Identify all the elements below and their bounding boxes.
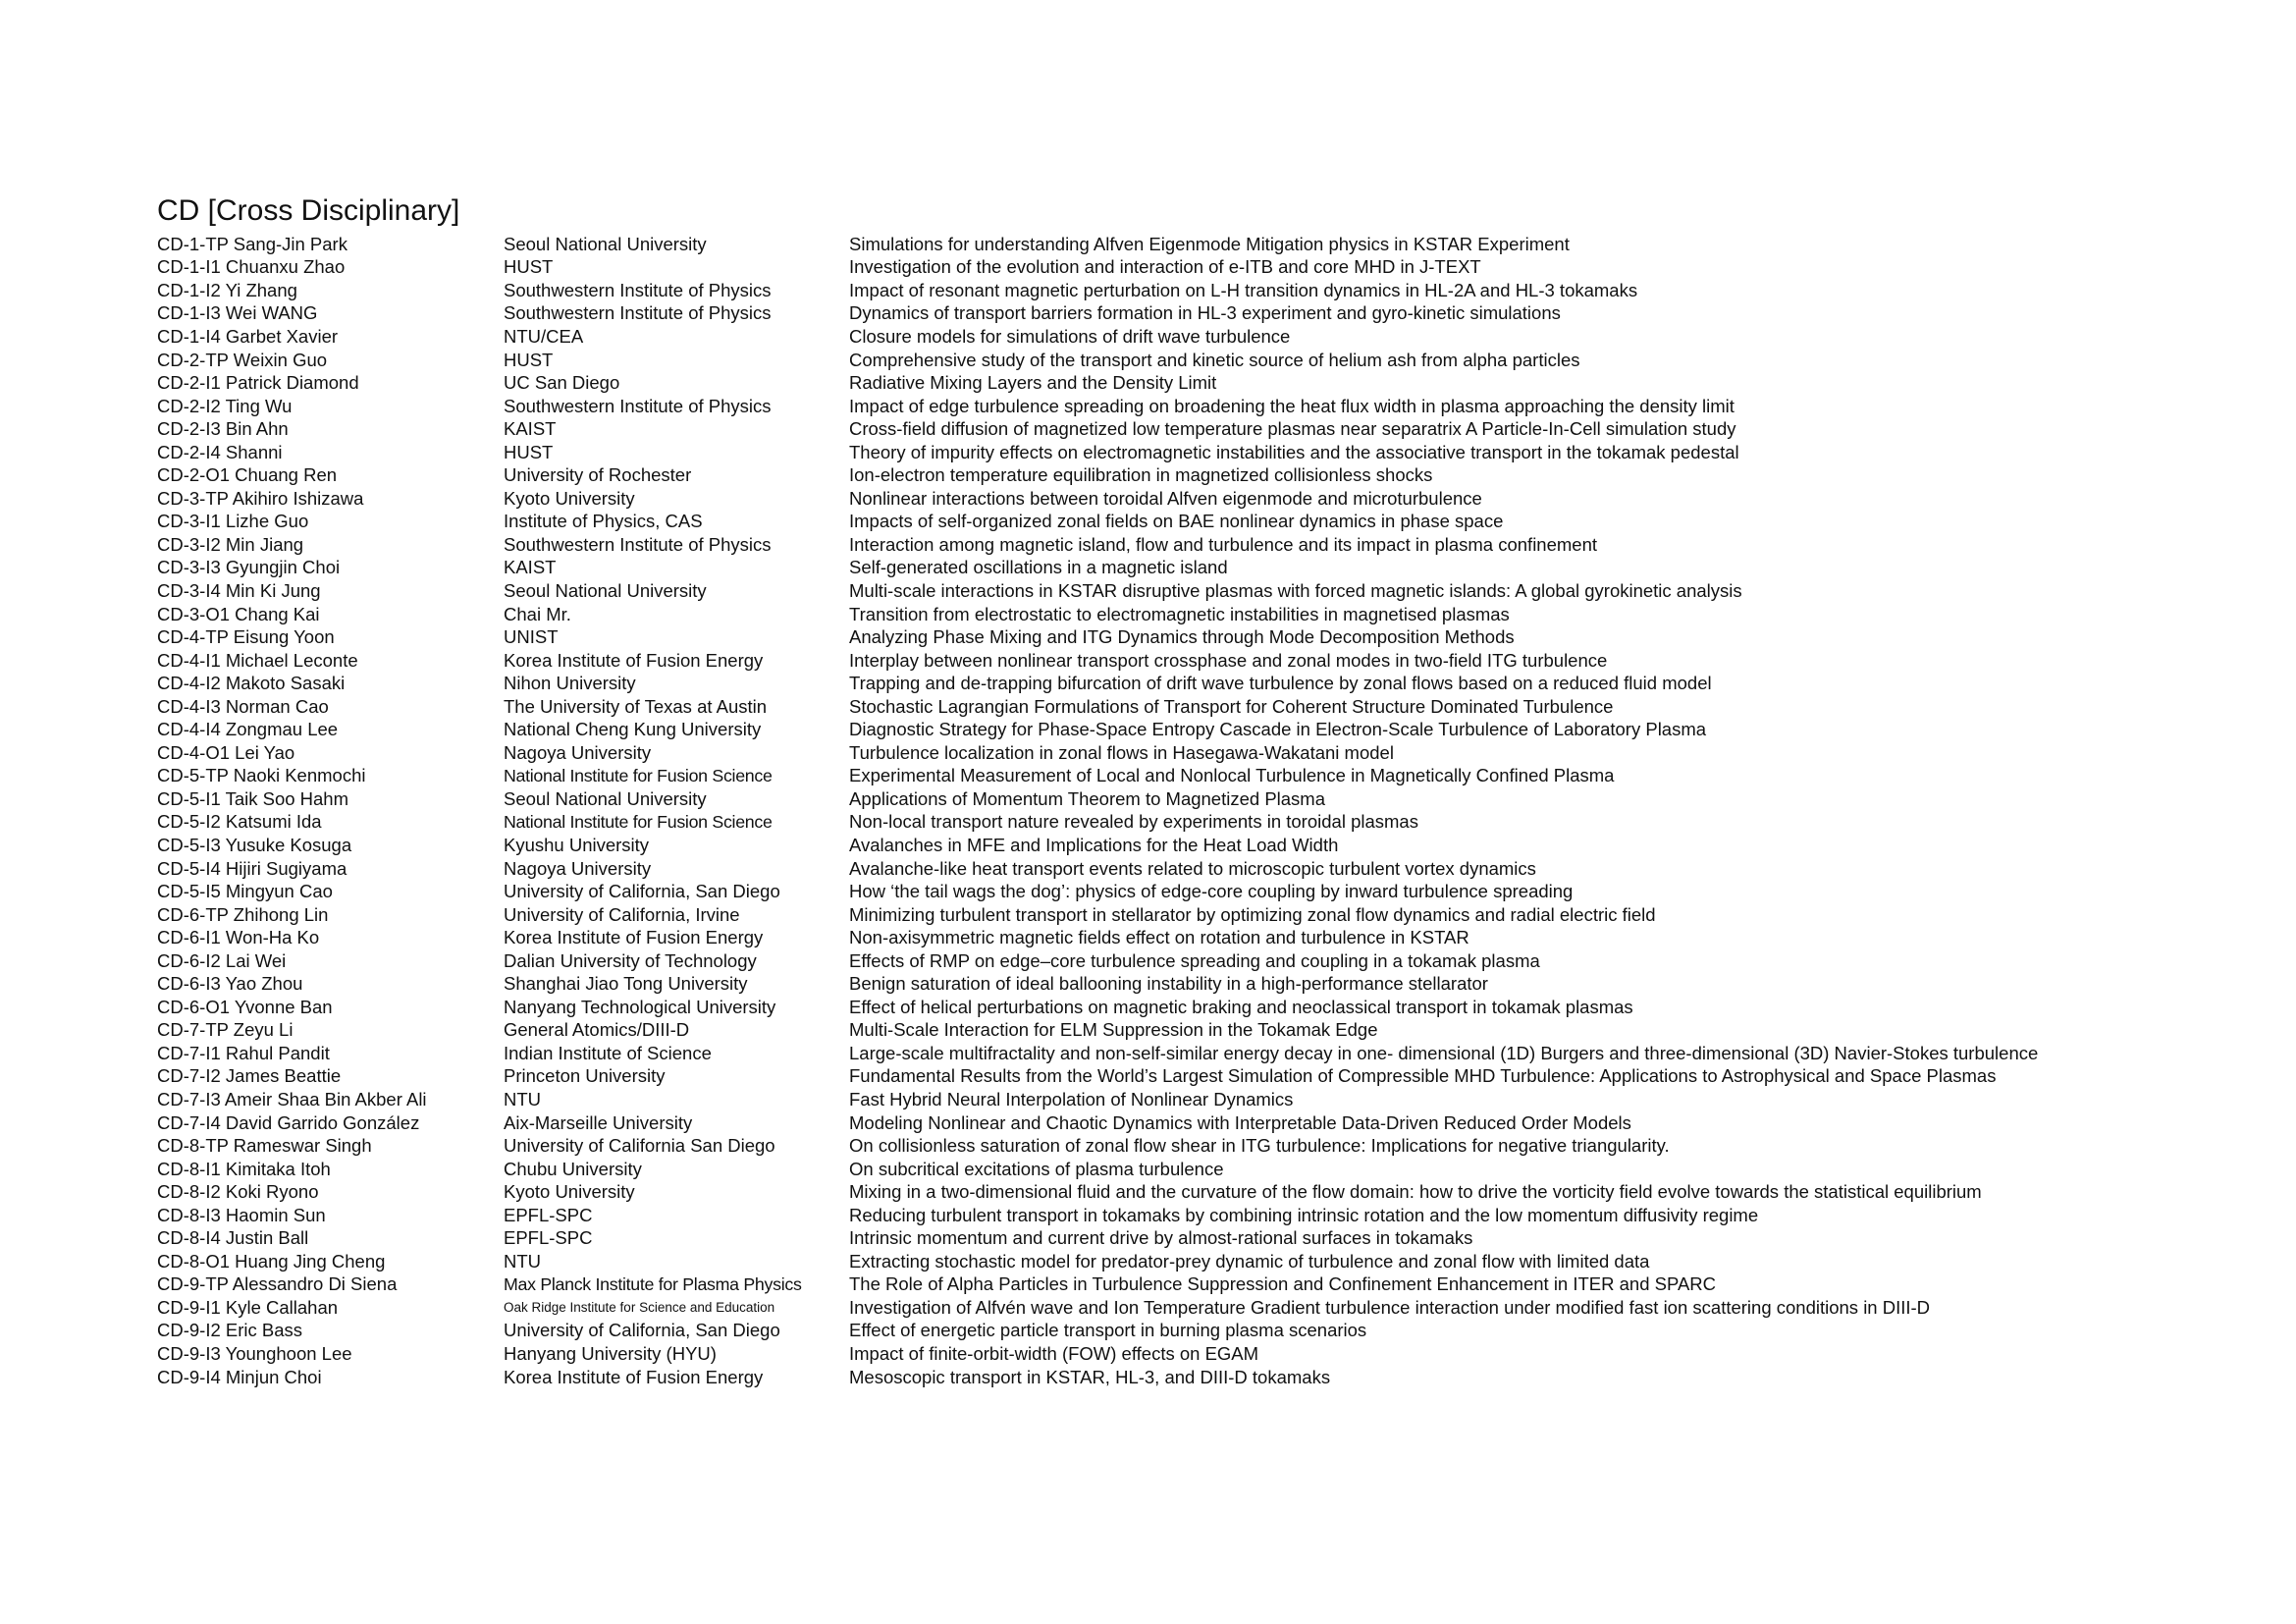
talk-title: Effect of energetic particle transport in burning plasma scenarios bbox=[849, 1320, 1367, 1341]
talk-list bbox=[157, 233, 2140, 1388]
talk-affiliation: Max Planck Institute for Plasma Physics bbox=[504, 1273, 802, 1294]
talk-affiliation: Dalian University of Technology bbox=[504, 949, 757, 971]
talk-row bbox=[157, 417, 2140, 441]
talk-row bbox=[157, 302, 2140, 326]
talk-id-speaker: CD-9-I3 Younghoon Lee bbox=[157, 1343, 352, 1365]
talk-title: Ion-electron temperature equilibration in magnetized collisionless shocks bbox=[849, 464, 1433, 486]
talk-title: Investigation of Alfvén wave and Ion Temperature Gradient turbulence interaction under modified fast ion scattering conditions in DIII-D bbox=[849, 1296, 1931, 1318]
talk-affiliation: Oak Ridge Institute for Science and Education bbox=[504, 1300, 775, 1316]
talk-title: How ‘the tail wags the dog’: physics of edge-core coupling by inward turbulence spreading bbox=[849, 881, 1574, 902]
talk-row bbox=[157, 741, 2140, 765]
talk-row bbox=[157, 1204, 2140, 1227]
talk-affiliation: Institute of Physics, CAS bbox=[504, 511, 703, 532]
talk-id-speaker: CD-8-I4 Justin Ball bbox=[157, 1227, 309, 1249]
talk-title: Reducing turbulent transport in tokamaks by combining intrinsic rotation and the low momentum diffusivity regime bbox=[849, 1204, 1759, 1225]
talk-title: Self-generated oscillations in a magnetic island bbox=[849, 557, 1228, 578]
talk-affiliation: National Institute for Fusion Science bbox=[504, 811, 773, 832]
talk-affiliation: KAIST bbox=[504, 557, 557, 578]
talk-title: Fundamental Results from the World’s Largest Simulation of Compressible MHD Turbulence: Applications to Astrophysical and Space Plasmas bbox=[849, 1065, 1997, 1087]
talk-id-speaker: CD-4-I3 Norman Cao bbox=[157, 695, 329, 717]
talk-row bbox=[157, 533, 2140, 557]
talk-title: Simulations for understanding Alfven Eigenmode Mitigation physics in KSTAR Experiment bbox=[849, 233, 1570, 254]
talk-row bbox=[157, 557, 2140, 580]
talk-id-speaker: CD-5-I5 Mingyun Cao bbox=[157, 881, 333, 902]
talk-row bbox=[157, 1296, 2140, 1320]
talk-id-speaker: CD-3-I1 Lizhe Guo bbox=[157, 511, 309, 532]
talk-row bbox=[157, 1134, 2140, 1158]
talk-title: Multi-scale interactions in KSTAR disruptive plasmas with forced magnetic islands: A global gyrokinetic analysis bbox=[849, 579, 1742, 601]
talk-affiliation: Kyoto University bbox=[504, 1181, 635, 1203]
talk-title: Diagnostic Strategy for Phase-Space Entropy Cascade in Electron-Scale Turbulence of Laboratory Plasma bbox=[849, 719, 1707, 740]
talk-row bbox=[157, 1273, 2140, 1297]
talk-title: Non-axisymmetric magnetic fields effect on rotation and turbulence in KSTAR bbox=[849, 927, 1469, 948]
talk-id-speaker: CD-2-I3 Bin Ahn bbox=[157, 418, 289, 440]
talk-id-speaker: CD-8-TP Rameswar Singh bbox=[157, 1135, 372, 1157]
talk-id-speaker: CD-4-I1 Michael Leconte bbox=[157, 649, 358, 671]
talk-row bbox=[157, 903, 2140, 927]
talk-id-speaker: CD-6-TP Zhihong Lin bbox=[157, 903, 329, 925]
talk-row bbox=[157, 1042, 2140, 1065]
talk-title: Effects of RMP on edge–core turbulence spreading and coupling in a tokamak plasma bbox=[849, 949, 1540, 971]
talk-title: Transition from electrostatic to electromagnetic instabilities in magnetised plasmas bbox=[849, 603, 1510, 624]
talk-id-speaker: CD-7-I3 Ameir Shaa Bin Akber Ali bbox=[157, 1089, 427, 1110]
talk-id-speaker: CD-7-TP Zeyu Li bbox=[157, 1019, 294, 1041]
talk-row bbox=[157, 463, 2140, 487]
talk-title: Impact of edge turbulence spreading on broadening the heat flux width in plasma approaching the density limit bbox=[849, 395, 1735, 416]
talk-affiliation: Korea Institute of Fusion Energy bbox=[504, 1366, 764, 1387]
talk-id-speaker: CD-2-O1 Chuang Ren bbox=[157, 464, 338, 486]
talk-id-speaker: CD-9-I4 Minjun Choi bbox=[157, 1366, 322, 1387]
talk-row bbox=[157, 949, 2140, 973]
talk-row bbox=[157, 1366, 2140, 1389]
talk-affiliation: Seoul National University bbox=[504, 233, 707, 254]
talk-id-speaker: CD-4-O1 Lei Yao bbox=[157, 741, 295, 763]
talk-affiliation: HUST bbox=[504, 256, 554, 278]
talk-title: Non-local transport nature revealed by experiments in toroidal plasmas bbox=[849, 811, 1418, 833]
talk-affiliation: Hanyang University (HYU) bbox=[504, 1343, 717, 1365]
talk-id-speaker: CD-1-I2 Yi Zhang bbox=[157, 279, 297, 300]
talk-id-speaker: CD-2-I2 Ting Wu bbox=[157, 395, 293, 416]
talk-affiliation: University of California San Diego bbox=[504, 1135, 775, 1157]
talk-row bbox=[157, 487, 2140, 511]
talk-row bbox=[157, 880, 2140, 903]
talk-row bbox=[157, 371, 2140, 395]
talk-id-speaker: CD-1-TP Sang-Jin Park bbox=[157, 233, 347, 254]
talk-affiliation: Shanghai Jiao Tong University bbox=[504, 973, 748, 995]
talk-title: Comprehensive study of the transport and kinetic source of helium ash from alpha particles bbox=[849, 349, 1580, 370]
talk-id-speaker: CD-4-I4 Zongmau Lee bbox=[157, 719, 339, 740]
talk-title: Theory of impurity effects on electromagnetic instabilities and the associative transport in the tokamak pedestal bbox=[849, 441, 1739, 462]
talk-affiliation: University of California, Irvine bbox=[504, 903, 740, 925]
talk-title: Applications of Momentum Theorem to Magnetized Plasma bbox=[849, 787, 1326, 809]
talk-id-speaker: CD-9-I2 Eric Bass bbox=[157, 1320, 303, 1341]
talk-affiliation: Kyushu University bbox=[504, 834, 650, 855]
talk-title: Investigation of the evolution and interaction of e-ITB and core MHD in J-TEXT bbox=[849, 256, 1481, 278]
talk-title: Modeling Nonlinear and Chaotic Dynamics with Interpretable Data-Driven Reduced Order Models bbox=[849, 1111, 1631, 1133]
talk-title: Impact of finite-orbit-width (FOW) effects on EGAM bbox=[849, 1343, 1259, 1365]
talk-title: Effect of helical perturbations on magnetic braking and neoclassical transport in tokamak plasmas bbox=[849, 996, 1633, 1017]
talk-affiliation: Korea Institute of Fusion Energy bbox=[504, 649, 764, 671]
talk-title: Impact of resonant magnetic perturbation on L-H transition dynamics in HL-2A and HL-3 tokamaks bbox=[849, 279, 1638, 300]
talk-id-speaker: CD-6-I3 Yao Zhou bbox=[157, 973, 303, 995]
talk-row bbox=[157, 718, 2140, 741]
talk-id-speaker: CD-8-I3 Haomin Sun bbox=[157, 1204, 326, 1225]
talk-title: Extracting stochastic model for predator-prey dynamic of turbulence and zonal flow with limited data bbox=[849, 1250, 1650, 1272]
talk-affiliation: Princeton University bbox=[504, 1065, 666, 1087]
talk-affiliation: Southwestern Institute of Physics bbox=[504, 395, 772, 416]
talk-affiliation: EPFL-SPC bbox=[504, 1204, 593, 1225]
talk-affiliation: General Atomics/DIII-D bbox=[504, 1019, 690, 1041]
talk-title: Stochastic Lagrangian Formulations of Transport for Coherent Structure Dominated Turbulence bbox=[849, 695, 1614, 717]
talk-affiliation: NTU/CEA bbox=[504, 325, 584, 347]
talk-id-speaker: CD-3-O1 Chang Kai bbox=[157, 603, 320, 624]
program-sheet bbox=[157, 192, 2140, 1388]
talk-row bbox=[157, 511, 2140, 534]
talk-title: Mixing in a two-dimensional fluid and the curvature of the flow domain: how to drive the vorticity field evolve towards the statistical equilibrium bbox=[849, 1181, 1982, 1203]
talk-affiliation: Southwestern Institute of Physics bbox=[504, 279, 772, 300]
talk-affiliation: HUST bbox=[504, 349, 554, 370]
talk-id-speaker: CD-2-I4 Shanni bbox=[157, 441, 283, 462]
talk-row bbox=[157, 603, 2140, 626]
talk-affiliation: UC San Diego bbox=[504, 372, 620, 394]
talk-affiliation: Nagoya University bbox=[504, 741, 652, 763]
talk-row bbox=[157, 325, 2140, 349]
talk-title: Interaction among magnetic island, flow and turbulence and its impact in plasma confinement bbox=[849, 533, 1598, 555]
talk-row bbox=[157, 695, 2140, 719]
talk-title: Experimental Measurement of Local and Nonlocal Turbulence in Magnetically Confined Plasma bbox=[849, 765, 1615, 786]
talk-title: Benign saturation of ideal ballooning instability in a high-performance stellarator bbox=[849, 973, 1488, 995]
talk-affiliation: Chai Mr. bbox=[504, 603, 571, 624]
talk-id-speaker: CD-9-I1 Kyle Callahan bbox=[157, 1296, 339, 1318]
talk-row bbox=[157, 811, 2140, 835]
talk-affiliation: Nihon University bbox=[504, 673, 636, 694]
talk-affiliation: UNIST bbox=[504, 626, 559, 648]
talk-id-speaker: CD-5-I3 Yusuke Kosuga bbox=[157, 834, 352, 855]
talk-row bbox=[157, 1227, 2140, 1251]
talk-title: Interplay between nonlinear transport crossphase and zonal modes in two-field ITG turbulence bbox=[849, 649, 1608, 671]
talk-row bbox=[157, 1158, 2140, 1181]
talk-row bbox=[157, 1342, 2140, 1366]
talk-row bbox=[157, 1180, 2140, 1204]
talk-row bbox=[157, 1320, 2140, 1343]
talk-row bbox=[157, 1111, 2140, 1135]
talk-id-speaker: CD-4-TP Eisung Yoon bbox=[157, 626, 335, 648]
talk-affiliation: The University of Texas at Austin bbox=[504, 695, 768, 717]
talk-affiliation: Kyoto University bbox=[504, 487, 635, 509]
talk-title: Multi-Scale Interaction for ELM Suppression in the Tokamak Edge bbox=[849, 1019, 1378, 1041]
talk-title: Large-scale multifractality and non-self-similar energy decay in one- dimensional (1D) Burgers and three-dimensional (3D) Navier-Stokes turbulence bbox=[849, 1042, 2039, 1063]
talk-row bbox=[157, 395, 2140, 418]
talk-title: Nonlinear interactions between toroidal Alfven eigenmode and microturbulence bbox=[849, 487, 1482, 509]
talk-affiliation: Southwestern Institute of Physics bbox=[504, 302, 772, 324]
talk-affiliation: NTU bbox=[504, 1250, 542, 1272]
talk-id-speaker: CD-5-I1 Taik Soo Hahm bbox=[157, 787, 349, 809]
talk-row bbox=[157, 441, 2140, 464]
talk-title: Turbulence localization in zonal flows in Hasegawa-Wakatani model bbox=[849, 741, 1394, 763]
talk-affiliation: HUST bbox=[504, 441, 554, 462]
talk-row bbox=[157, 256, 2140, 280]
talk-title: Fast Hybrid Neural Interpolation of Nonlinear Dynamics bbox=[849, 1089, 1294, 1110]
talk-id-speaker: CD-7-I1 Rahul Pandit bbox=[157, 1042, 330, 1063]
talk-title: Closure models for simulations of drift wave turbulence bbox=[849, 325, 1291, 347]
talk-id-speaker: CD-9-TP Alessandro Di Siena bbox=[157, 1273, 398, 1295]
talk-id-speaker: CD-3-I4 Min Ki Jung bbox=[157, 579, 321, 601]
talk-row bbox=[157, 973, 2140, 997]
talk-row bbox=[157, 279, 2140, 302]
talk-row bbox=[157, 765, 2140, 788]
talk-affiliation: Seoul National University bbox=[504, 579, 707, 601]
talk-row bbox=[157, 857, 2140, 881]
talk-id-speaker: CD-6-I2 Lai Wei bbox=[157, 949, 287, 971]
talk-title: Cross-field diffusion of magnetized low temperature plasmas near separatrix A Particle-In-Cell simulation study bbox=[849, 418, 1736, 440]
talk-affiliation: NTU bbox=[504, 1089, 542, 1110]
talk-row bbox=[157, 672, 2140, 695]
talk-id-speaker: CD-8-I2 Koki Ryono bbox=[157, 1181, 319, 1203]
talk-affiliation: Aix-Marseille University bbox=[504, 1111, 693, 1133]
talk-affiliation: Nagoya University bbox=[504, 857, 652, 879]
talk-id-speaker: CD-8-I1 Kimitaka Itoh bbox=[157, 1158, 331, 1179]
talk-id-speaker: CD-2-I1 Patrick Diamond bbox=[157, 372, 359, 394]
talk-id-speaker: CD-1-I3 Wei WANG bbox=[157, 302, 318, 324]
talk-id-speaker: CD-3-I3 Gyungjin Choi bbox=[157, 557, 341, 578]
talk-row bbox=[157, 1019, 2140, 1043]
talk-title: Intrinsic momentum and current drive by almost-rational surfaces in tokamaks bbox=[849, 1227, 1473, 1249]
talk-row bbox=[157, 349, 2140, 372]
talk-affiliation: University of Rochester bbox=[504, 464, 692, 486]
talk-affiliation: National Cheng Kung University bbox=[504, 719, 762, 740]
talk-affiliation: Korea Institute of Fusion Energy bbox=[504, 927, 764, 948]
talk-row bbox=[157, 1065, 2140, 1089]
talk-id-speaker: CD-8-O1 Huang Jing Cheng bbox=[157, 1250, 386, 1272]
section-title: CD [Cross Disciplinary] bbox=[157, 194, 460, 227]
talk-id-speaker: CD-1-I4 Garbet Xavier bbox=[157, 325, 339, 347]
talk-title: The Role of Alpha Particles in Turbulence Suppression and Confinement Enhancement in ITER and SPARC bbox=[849, 1273, 1717, 1295]
talk-row bbox=[157, 625, 2140, 649]
talk-id-speaker: CD-3-TP Akihiro Ishizawa bbox=[157, 487, 364, 509]
talk-affiliation: KAIST bbox=[504, 418, 557, 440]
talk-row bbox=[157, 926, 2140, 949]
talk-id-speaker: CD-5-I2 Katsumi Ida bbox=[157, 811, 322, 833]
talk-row bbox=[157, 1250, 2140, 1273]
talk-id-speaker: CD-5-I4 Hijiri Sugiyama bbox=[157, 857, 347, 879]
talk-row bbox=[157, 233, 2140, 256]
talk-title: Avalanches in MFE and Implications for the Heat Load Width bbox=[849, 834, 1339, 855]
talk-title: Trapping and de-trapping bifurcation of drift wave turbulence by zonal flows based on a reduced fluid model bbox=[849, 673, 1712, 694]
talk-affiliation: Southwestern Institute of Physics bbox=[504, 533, 772, 555]
talk-title: On collisionless saturation of zonal flow shear in ITG turbulence: Implications for negative triangularity. bbox=[849, 1135, 1670, 1157]
talk-row bbox=[157, 834, 2140, 857]
talk-id-speaker: CD-5-TP Naoki Kenmochi bbox=[157, 765, 366, 786]
talk-title: Impacts of self-organized zonal fields on BAE nonlinear dynamics in phase space bbox=[849, 511, 1504, 532]
talk-row bbox=[157, 579, 2140, 603]
talk-row bbox=[157, 787, 2140, 811]
talk-title: Minimizing turbulent transport in stellarator by optimizing zonal flow dynamics and radial electric field bbox=[849, 903, 1656, 925]
talk-id-speaker: CD-6-I1 Won-Ha Ko bbox=[157, 927, 320, 948]
talk-affiliation: University of California, San Diego bbox=[504, 1320, 780, 1341]
talk-affiliation: Chubu University bbox=[504, 1158, 642, 1179]
talk-affiliation: National Institute for Fusion Science bbox=[504, 765, 773, 785]
talk-id-speaker: CD-4-I2 Makoto Sasaki bbox=[157, 673, 346, 694]
talk-id-speaker: CD-6-O1 Yvonne Ban bbox=[157, 996, 333, 1017]
talk-title: Dynamics of transport barriers formation in HL-3 experiment and gyro-kinetic simulations bbox=[849, 302, 1561, 324]
talk-affiliation: Seoul National University bbox=[504, 787, 707, 809]
talk-id-speaker: CD-2-TP Weixin Guo bbox=[157, 349, 328, 370]
talk-id-speaker: CD-3-I2 Min Jiang bbox=[157, 533, 304, 555]
talk-title: Radiative Mixing Layers and the Density Limit bbox=[849, 372, 1217, 394]
talk-row bbox=[157, 649, 2140, 673]
talk-row bbox=[157, 1088, 2140, 1111]
talk-title: Avalanche-like heat transport events related to microscopic turbulent vortex dynamics bbox=[849, 857, 1536, 879]
talk-id-speaker: CD-7-I2 James Beattie bbox=[157, 1065, 342, 1087]
talk-title: Mesoscopic transport in KSTAR, HL-3, and DIII-D tokamaks bbox=[849, 1366, 1331, 1387]
talk-row bbox=[157, 996, 2140, 1019]
talk-id-speaker: CD-7-I4 David Garrido González bbox=[157, 1111, 420, 1133]
talk-id-speaker: CD-1-I1 Chuanxu Zhao bbox=[157, 256, 346, 278]
talk-title: Analyzing Phase Mixing and ITG Dynamics through Mode Decomposition Methods bbox=[849, 626, 1515, 648]
talk-affiliation: University of California, San Diego bbox=[504, 881, 780, 902]
talk-affiliation: Indian Institute of Science bbox=[504, 1042, 712, 1063]
talk-affiliation: EPFL-SPC bbox=[504, 1227, 593, 1249]
talk-affiliation: Nanyang Technological University bbox=[504, 996, 776, 1017]
talk-title: On subcritical excitations of plasma turbulence bbox=[849, 1158, 1224, 1179]
